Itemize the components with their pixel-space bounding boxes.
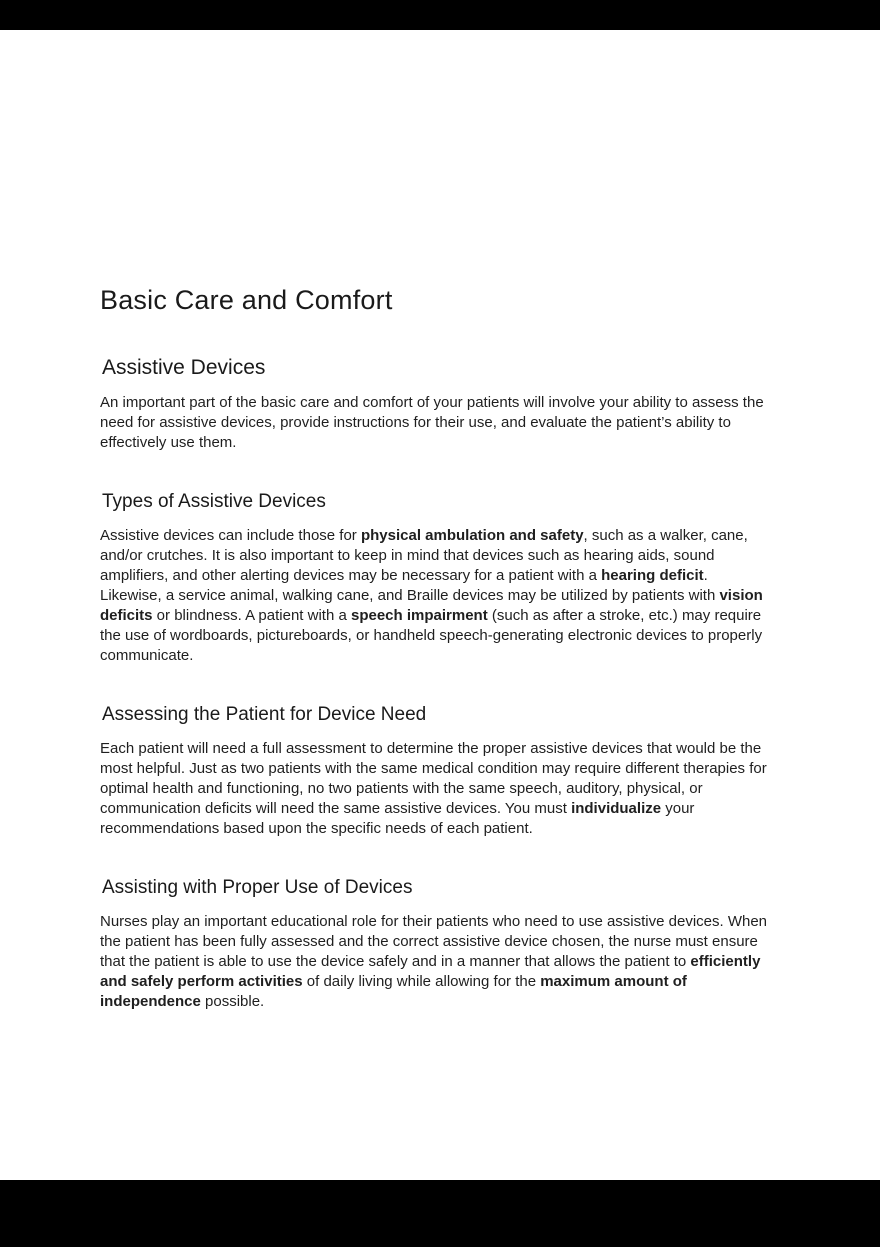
section-assessing-patient-for-device-need <box>100 704 772 839</box>
paragraph-types-of-assistive-devices: Assistive devices can include those for physical ambulation and safety, such as a walker, cane, and/or crutches. It is also important to keep in mind that devices such as hearing aids, sound amplifiers, and other alerting devices may be necessary for a patient with a hearing deficit. Likewise, a service animal, walking cane, and Braille devices may be utilized by patients with vision deficits or blindness. A patient with a speech impairment (such as after a stroke, etc.) may require the use of wordboards, pictureboards, or handheld speech-generating electronic devices to properly communicate. <box>100 527 763 664</box>
section-assisting-with-proper-use-of-devices <box>100 877 772 1012</box>
section-heading-assistive-devices: Assistive Devices <box>102 356 266 379</box>
paragraph-assistive-devices-intro: An important part of the basic care and comfort of your patients will involve your ability to assess the need for assistive devices, provide instructions for their use, and evaluate the patient’s ability to effectively use them. <box>100 394 764 451</box>
paragraph-assessing-patient-for-device-need: Each patient will need a full assessment to determine the proper assistive devices that would be the most helpful. Just as two patients with the same medical condition may require different therapies for optimal health and functioning, no two patients with the same speech, auditory, physical, or communication deficits will need the same assistive devices. You must individualize your recommendations based upon the specific needs of each patient. <box>100 740 767 837</box>
section-assistive-devices <box>100 356 772 453</box>
page-title: Basic Care and Comfort <box>100 285 393 315</box>
section-heading-assessing-patient-for-device-need: Assessing the Patient for Device Need <box>102 704 427 725</box>
section-types-of-assistive-devices <box>100 491 772 666</box>
section-heading-types-of-assistive-devices: Types of Assistive Devices <box>102 491 326 512</box>
document-page <box>0 30 880 1180</box>
page-content <box>0 30 880 1012</box>
paragraph-assisting-with-proper-use-of-devices: Nurses play an important educational role for their patients who need to use assistive devices. When the patient has been fully assessed and the correct assistive device chosen, the nurse must ensure that the patient is able to use the device safely and in a manner that allows the patient to efficiently and safely perform activities of daily living while allowing for the maximum amount of independence possible. <box>100 913 768 1010</box>
section-heading-assisting-with-proper-use-of-devices: Assisting with Proper Use of Devices <box>102 877 413 898</box>
